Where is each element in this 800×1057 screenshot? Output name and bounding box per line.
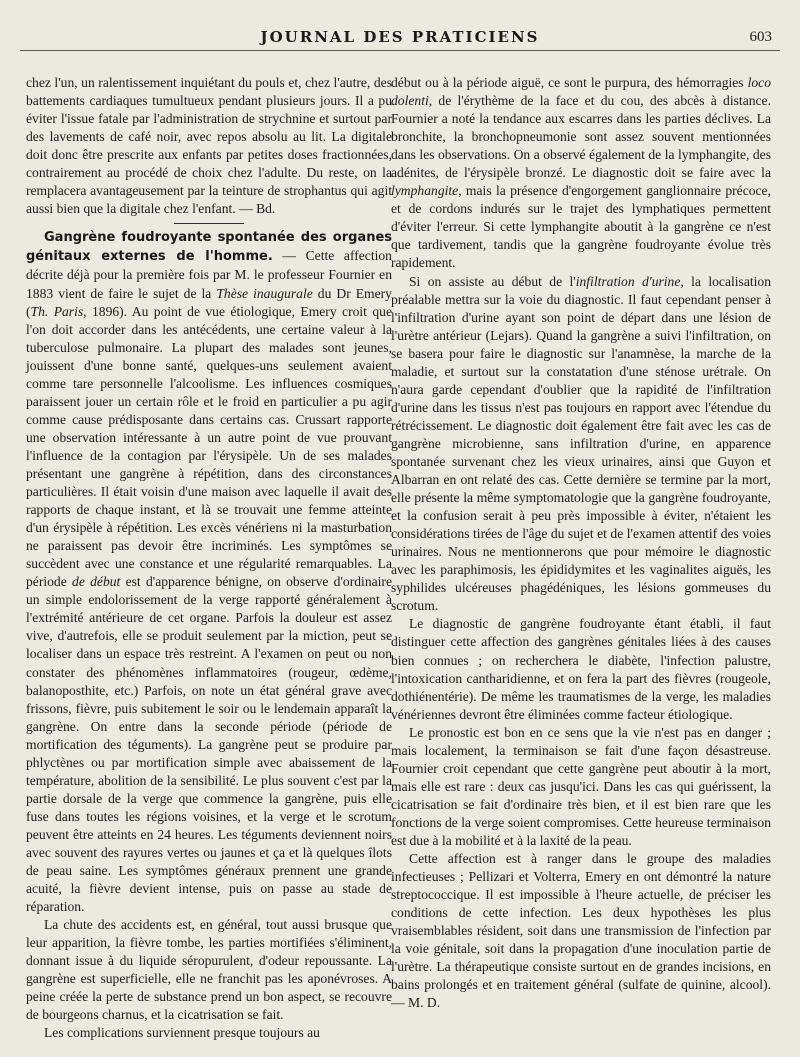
italic-run: Th. Paris [30,303,84,319]
italic-run: lymphangite [391,183,459,199]
paragraph: chez l'un, un ralentissement inquiétant du pouls et, chez l'autre, des battements cardiaques tumultueux pendant plusieurs jours. Il a pu éviter l'issue fatale par l'administration de strychnine et surtout par des lavements de café noir, avec repos absolu au lit. La digitale doit donc être prescrite aux enfants par petites doses fractionnées, contrairement au procédé de choix chez l'adulte. Du reste, on la remplacera avantageusement par la teinture de strophantus qui agit aussi bien que la digitale chez l'enfant. — Bd. [26,75,392,217]
italic-run: loco dolenti [391,75,771,109]
text-run: , 1896). Au point de vue étiologique, Emery croit que l'on doit accorder dans les antécédents, une certaine valeur à la tuberculose pulmonaire. La plupart des malades sont jeunes, jouissent d'une bonne santé, quelques-uns seulement avaient comme tare personnelle l'alcoolisme. Les influences cosmiques paraissent jouer un certain rôle et le froid en particulier a pu agir comme cause prédisposante dans certains cas. Crussart rapporte une observation intéressante à un autre point de vue prouvant l'influence de la contagion par l'érysipèle. Un de ses malades présentant une gangrène à répétition, dans des circonstances particulières. Il était voisin d'une maison avec laquelle il avait des rapports de chaque instant, et là se trouvait une femme atteinte d'un érysipèle à répétition. Les excès vénériens ni la masturbation ne paraissent pas devoir être incriminés. Les symptômes se succèdent avec une constance et une régularité remarquables. La période [26,303,392,590]
italic-run: de début [72,574,121,590]
text-run: du Dr Emery ( [26,285,392,319]
paragraph: La chute des accidents est, en général, tout aussi brusque que leur apparition, la fièvre tombe, les parties mortifiées s'éliminent, donnant issue à du liquide séropurulent, d'odeur repoussante. La gangrène est superficielle, elle ne franchit pas les aponévroses. A peine créée la perte de substance prend un bon aspect, se recouvre de bourgeons charnus, et la cicatrisation se fait. [26,917,392,1023]
text-run: , mais la présence d'engorgement ganglionnaire précoce, et de cordons indurés sur le trajet des lymphatiques permettent d'éviter l'erreur. Si cette lymphangite aboutit à la gangrène ce n'est que tardivement, tandis que la gangrène foudroyante évolue très rapidement. [391,183,771,271]
italic-run: Thèse inaugurale [216,285,313,301]
text-run: , de l'érythème de la face et du cou, des abcès à distance. Fournier a noté la tendance aux escarres dans les parties déclives. La bronchite, la bronchopneumonie sont assez souvent mentionnées dans les observations. On a observé également de la lymphangite, des adénites, de l'érysipèle bronzé. Le diagnostic doit se faire avec la [391,93,771,181]
italic-run: infiltration d'urine [575,273,681,289]
paragraph [391,273,771,616]
paragraph [391,74,771,273]
text-run: est d'apparence bénigne, on observe d'ordinaire un simple endolorissement de la verge rapporté généralement à l'extrémité antérieure de cet organe. Parfois la douleur est assez vive, d'autrefois, elle se produit seulement par la miction, peut se localiser dans un espace très restreint. A l'examen on peut ou non constater des phénomènes inflammatoires (rougeur, œdème, balanoposthite, etc.) Parfois, on note un état général grave avec frissons, fièvre, puis subitement le soir ou le lendemain apparaît la gangrène. On entre dans la seconde période (période de mortification des téguments). La gangrène peut se produire par phlyctènes ou par mortification simple avec abaissement de la température, abolition de la sensibilité. Le plus souvent c'est par la partie dorsale de la verge que commence la gangrène, puis elle fuse dans toutes les régions voisines, et la verge et le scrotum peuvent être atteints en 24 heures. Les téguments deviennent noirs avec souvent des rayures vertes ou jaunes et ça et là quelques îlots de peau saine. Les symptômes généraux prennent une grande acuité, la fièvre devient intense, puis on passe au stade de réparation. [26,574,392,915]
paragraph: Le diagnostic de gangrène foudroyante étant établi, il faut distinguer cette affection des gangrènes génitales liées à des causes bien connues ; on recherchera le diabète, l'infection palustre, l'intoxication cantharidienne, et on fera la part des fièvres (rougeole, dothiénentérie). De même les traumatismes de la verge, les maladies vénériennes devront être éliminées comme facteur étiologique. [391,616,771,722]
paragraph: Les complications surviennent presque toujours au [44,1025,320,1041]
text-run: , la localisation préalable mettra sur la voie du diagnostic. Il faut cependant penser à l'infiltration d'urine ayant son point de départ dans une lésion de l'urètre antérieur (Lejars). Quand la gangrène a suivi l'infiltration, on se basera pour faire le diagnostic sur l'anamnèse, la marche de la maladie, et surtout sur la constatation d'une sténose urétrale. On n'aura garde cependant d'oublier que la rapidité de l'infiltration d'urine dans les tissus n'est pas toujours en rapport avec l'étendue du rétrécissement. Le diagnostic doit également être fait avec les cas de gangrène microbienne, sans infiltration d'urine, en apparence spontanée survenant chez les vieux urinaires, ainsi que Guyon et Albarran en ont relaté des cas. Cette dernière se termine par la mort, elle présente la même symptomatologie que la gangrène foudroyante, et la confusion serait à peu près impossible à éviter, n'étaient les considérations tirées de l'âge du sujet et de l'examen attentif des voies urinaires. Nous ne mentionnerons que pour mémoire le diagnostic avec les paraphimosis, les épididymites et les vaginalites aiguës, les syphilides ulcéreuses phagédéniques, les lésions gommeuses du scrotum. [391,273,771,614]
paragraph: Le pronostic est bon en ce sens que la vie n'est pas en danger ; mais localement, la terminaison se fait d'une façon désastreuse. Fournier croit cependant que cette gangrène peut aboutir à la mort, mais elle est rare : deux cas jusqu'ici. Dans les cas qui guérissent, la cicatrisation se fait d'ordinaire très bien, et il est bien rare que les fonctions de la verge soient compromises. Cette heureuse terminaison est due à la mobilité et à la laxité de la peau. [391,724,771,848]
text-run: — Cette affection décrite déjà pour la première fois par M. le professeur Fournier en 1883 vient de faire le sujet de la [26,248,392,301]
text-run: début ou à la période aiguë, ce sont le purpura, des hémorragies [391,75,748,90]
right-column [391,74,771,1012]
section-divider [174,223,244,224]
article-paragraph [26,228,392,916]
article-title: Gangrène foudroyante spontanée des organes génitaux externes de l'homme. [26,230,392,265]
page-number: 603 [749,29,772,45]
journal-title: JOURNAL DES PRATICIENS [260,28,540,46]
left-column [26,74,392,1042]
paragraph: Cette affection est à ranger dans le groupe des maladies infectieuses ; Pellizari et Volterra, Emery en ont démontré la nature streptococcique. Il est impossible à l'heure actuelle, de préciser les conditions de cette infection. Les deux hypothèses les plus vraisemblables résident, soit dans une transmission de l'infection par la voie génitale, soit dans la propagation d'une inoculation partie de l'urètre. La thérapeutique consiste surtout en de grandes incisions, en bains prolongés et en traitement général (sulfate de quinine, alcool). — M. D. [391,851,771,1011]
running-header [20,28,780,51]
text-run: Si on assiste au début de l' [409,273,576,289]
